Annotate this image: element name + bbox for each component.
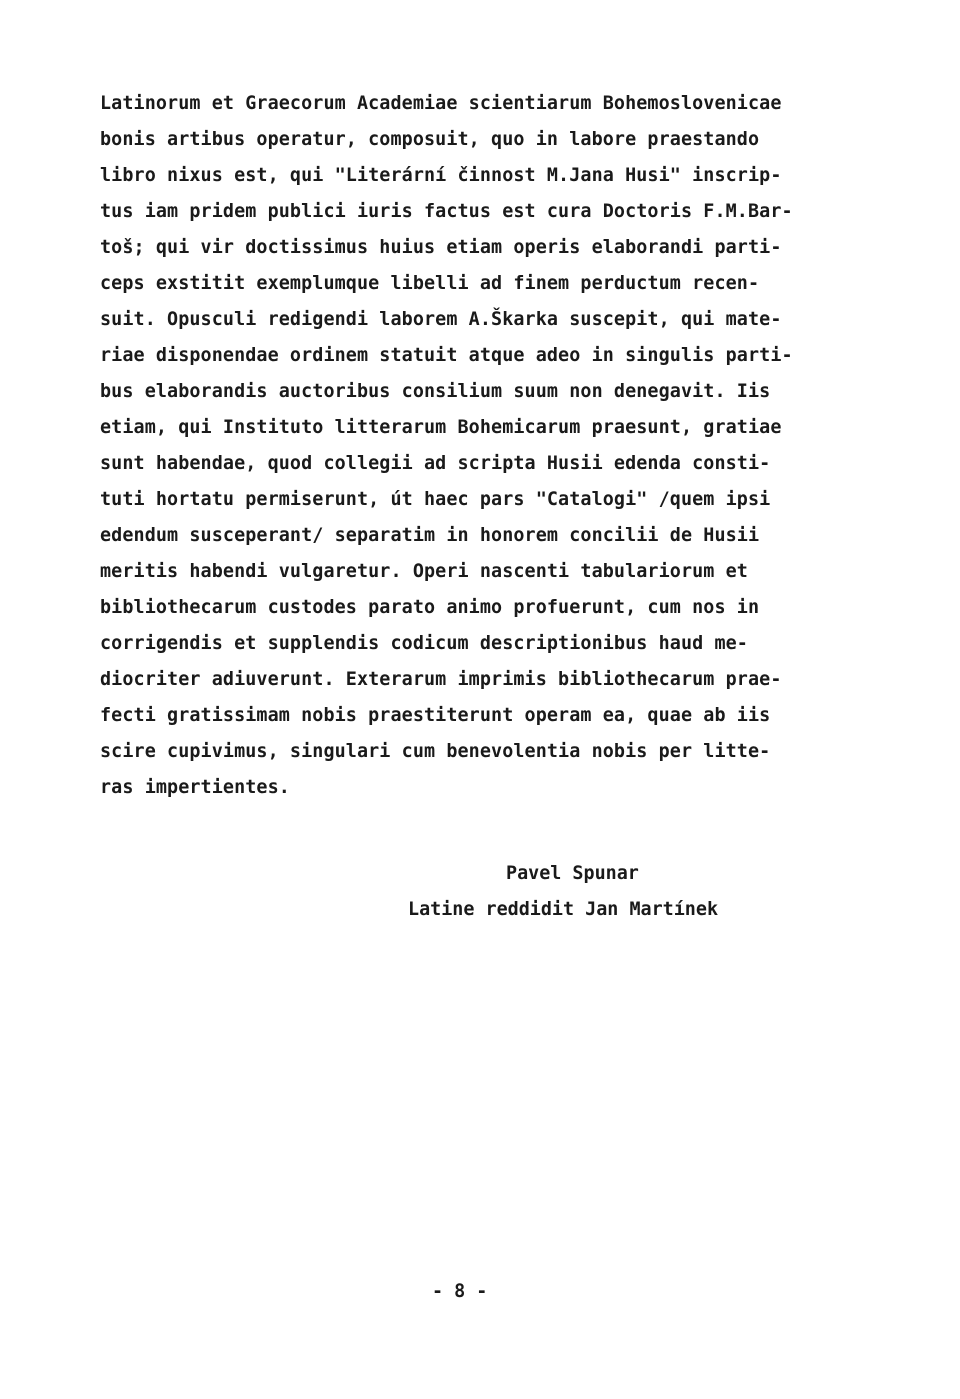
text-line: bonis artibus operatur, composuit, quo in labore praestando <box>100 129 760 150</box>
page-number: - 8 - <box>432 1281 488 1302</box>
text-line: sunt habendae, quod collegii ad scripta Husii edenda consti- <box>100 453 771 474</box>
text-line: riae disponendae ordinem statuit atque adeo in singulis parti- <box>100 345 793 366</box>
text-line: toš; qui vir doctissimus huius etiam operis elaborandi parti- <box>100 237 782 258</box>
text-line: ceps exstitit exemplumque libelli ad finem perductum recen- <box>100 273 760 294</box>
translator-credit: Latine reddidit Jan Martínek <box>408 899 719 920</box>
text-line: bibliothecarum custodes parato animo profuerunt, cum nos in <box>100 597 760 618</box>
text-line: meritis habendi vulgaretur. Operi nascenti tabulariorum et <box>100 561 748 582</box>
text-line: ras impertientes. <box>100 777 290 798</box>
text-line: tuti hortatu permiserunt, út haec pars "Catalogi" /quem ipsi <box>100 489 771 510</box>
text-line: tus iam pridem publici iuris factus est cura Doctoris F.M.Bar- <box>100 201 793 222</box>
author-name: Pavel Spunar <box>506 863 639 884</box>
body-paragraph <box>100 86 880 806</box>
text-line: diocriter adiuverunt. Exterarum imprimis bibliothecarum prae- <box>100 669 782 690</box>
text-line: corrigendis et supplendis codicum descriptionibus haud me- <box>100 633 748 654</box>
text-line: fecti gratissimam nobis praestiterunt operam ea, quae ab iis <box>100 705 771 726</box>
text-line: etiam, qui Instituto litterarum Bohemicarum praesunt, gratiae <box>100 417 782 438</box>
text-line: scire cupivimus, singulari cum benevolentia nobis per litte- <box>100 741 771 762</box>
text-line: libro nixus est, qui "Literární činnost M.Jana Husi" inscrip- <box>100 165 782 186</box>
text-line: bus elaborandis auctoribus consilium suum non denegavit. Iis <box>100 381 771 402</box>
text-line: suit. Opusculi redigendi laborem A.Škarka suscepit, qui mate- <box>100 309 782 330</box>
text-line: Latinorum et Graecorum Academiae scientiarum Bohemoslovenicae <box>100 93 782 114</box>
text-line: edendum susceperant/ separatim in honorem concilii de Husii <box>100 525 760 546</box>
